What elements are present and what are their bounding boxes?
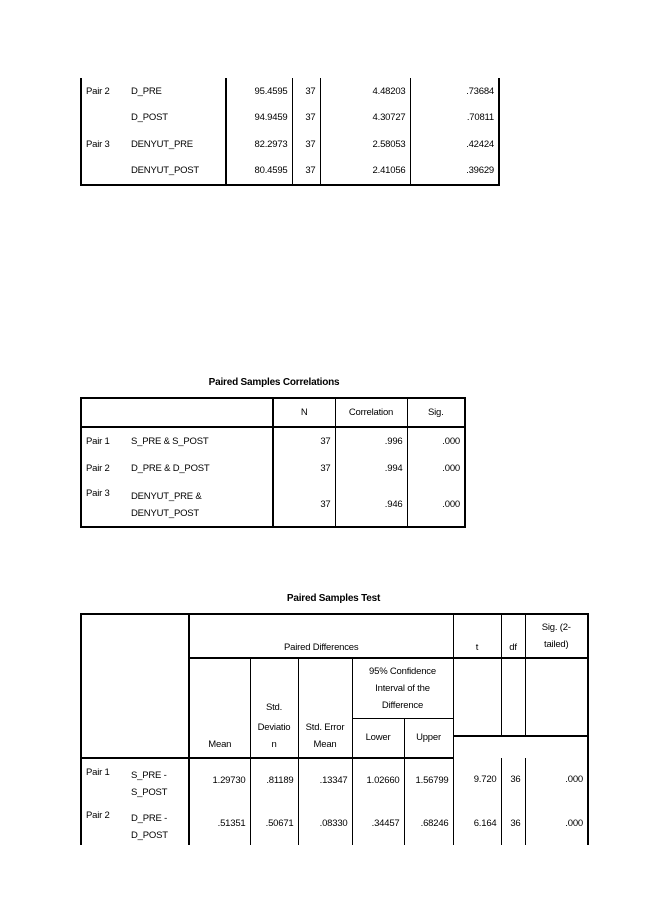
paired-test-title: Paired Samples Test	[286, 593, 381, 604]
header-sd-line2: Deviatio	[250, 719, 298, 736]
upper-value: 1.56799	[404, 758, 453, 802]
pair-label: Pair 3	[81, 131, 127, 158]
correlation-value: .946	[335, 482, 407, 527]
n-value: 37	[292, 131, 320, 158]
header-sig: Sig.	[407, 398, 465, 427]
table-row	[81, 427, 465, 455]
pair-label: Pair 1	[86, 766, 110, 778]
lower-value: 1.02660	[352, 758, 404, 802]
pair-label: Pair 2	[86, 809, 110, 821]
header-upper: Upper	[404, 719, 453, 758]
header-lower: Lower	[352, 719, 404, 758]
variable-pair-line2: D_POST	[131, 829, 168, 841]
pair-label: Pair 2	[86, 463, 110, 474]
paired-test-table	[80, 613, 589, 845]
pair-label: Pair 3	[86, 488, 110, 499]
header-sd-line3: n	[250, 736, 298, 758]
n-value: 37	[273, 455, 335, 482]
df-value: 36	[501, 802, 525, 845]
variable-pair-line2: DENYUT_POST	[131, 508, 200, 519]
header-paired-differences: Paired Differences	[189, 614, 453, 658]
se-value: .39629	[410, 158, 499, 186]
header-empty	[81, 398, 273, 427]
table-row	[81, 131, 499, 158]
sd-value: 4.30727	[320, 105, 410, 132]
mean-value: 82.2973	[226, 131, 292, 158]
table-header-row	[81, 398, 465, 427]
variable-name: DENYUT_PRE	[127, 131, 226, 158]
pair-label	[81, 158, 127, 186]
pair-label	[81, 105, 127, 132]
variable-pair	[127, 758, 189, 802]
header-sig-spacer	[525, 658, 588, 736]
header-t-spacer	[453, 658, 501, 736]
se-value: .73684	[410, 78, 499, 105]
header-df-spacer	[501, 658, 525, 736]
variable-pair: D_PRE & D_POST	[127, 455, 273, 482]
table-row	[81, 802, 588, 845]
header-ci-line1: 95% Confidence	[352, 658, 453, 680]
table-row	[81, 78, 499, 105]
table-row	[81, 158, 499, 186]
table-row	[81, 105, 499, 132]
sd-value: .81189	[250, 758, 298, 802]
mean-value: .51351	[189, 802, 250, 845]
correlation-value: .994	[335, 455, 407, 482]
variable-name: D_PRE	[127, 78, 226, 105]
pair-label: Pair 1	[86, 436, 110, 447]
sd-value: .50671	[250, 802, 298, 845]
sig-value: .000	[442, 498, 460, 510]
header-sig-line1: Sig. (2-	[541, 622, 571, 633]
table-row	[81, 455, 465, 482]
sig-value: .000	[565, 817, 583, 829]
se-value: .08330	[298, 802, 352, 845]
variable-pair-line2: S_POST	[131, 786, 168, 798]
se-value: .70811	[410, 105, 499, 132]
header-ci-line3: Difference	[352, 697, 453, 719]
table-row	[81, 758, 588, 802]
header-se-line1: Std. Error	[298, 719, 352, 736]
variable-pair-line1: S_PRE -	[131, 769, 167, 781]
df-value: 36	[501, 758, 525, 802]
t-value: 9.720	[453, 758, 501, 802]
header-df: df	[501, 614, 525, 658]
header-n: N	[273, 398, 335, 427]
mean-value: 94.9459	[226, 105, 292, 132]
correlation-value: .996	[335, 427, 407, 455]
mean-value: 95.4595	[226, 78, 292, 105]
header-empty	[81, 614, 189, 758]
variable-pair-line1: D_PRE -	[131, 812, 168, 824]
descriptive-stats-table	[80, 78, 500, 186]
correlations-title: Paired Samples Correlations	[208, 377, 340, 388]
n-value: 37	[292, 105, 320, 132]
sig-value: .000	[442, 463, 460, 474]
header-se-line2: Mean	[298, 736, 352, 758]
se-value: .13347	[298, 758, 352, 802]
se-value: .42424	[410, 131, 499, 158]
header-t: t	[453, 614, 501, 658]
t-value: 6.164	[453, 802, 501, 845]
variable-name: DENYUT_POST	[127, 158, 226, 186]
variable-name: D_POST	[127, 105, 226, 132]
sig-value: .000	[442, 436, 460, 447]
pair-label: Pair 2	[81, 78, 127, 105]
header-se-spacer	[298, 658, 352, 719]
upper-value: .68246	[404, 802, 453, 845]
n-value: 37	[292, 78, 320, 105]
n-value: 37	[273, 482, 335, 527]
header-correlation: Correlation	[335, 398, 407, 427]
sig-value: .000	[565, 774, 583, 785]
sd-value: 4.48203	[320, 78, 410, 105]
n-value: 37	[292, 158, 320, 186]
correlations-table	[80, 397, 466, 528]
header-ci-line2: Interval of the	[352, 680, 453, 697]
table-header-row	[81, 614, 588, 636]
header-mean-spacer	[189, 658, 250, 736]
n-value: 37	[273, 427, 335, 455]
sd-value: 2.41056	[320, 158, 410, 186]
header-mean: Mean	[189, 736, 250, 758]
variable-pair-line1: DENYUT_PRE &	[131, 491, 202, 502]
lower-value: .34457	[352, 802, 404, 845]
table-row	[81, 482, 465, 527]
variable-pair: S_PRE & S_POST	[127, 427, 273, 455]
mean-value: 1.29730	[189, 758, 250, 802]
mean-value: 80.4595	[226, 158, 292, 186]
variable-pair	[127, 482, 273, 527]
sd-value: 2.58053	[320, 131, 410, 158]
header-sd-spacer	[250, 658, 298, 697]
header-sd-line1: Std.	[250, 697, 298, 719]
header-sig-line2: tailed)	[525, 636, 588, 658]
variable-pair	[127, 802, 189, 845]
